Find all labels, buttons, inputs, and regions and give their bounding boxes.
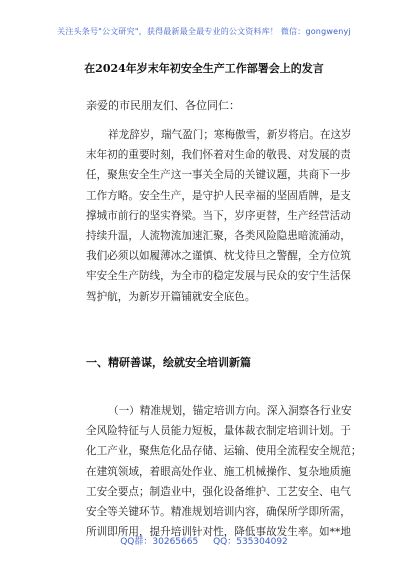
qq-group-text: QQ群：30265665 bbox=[120, 537, 199, 547]
paragraph-line: 任，聚焦安全生产这一事关全局的关键议题，共商下一步 bbox=[86, 169, 351, 182]
promo-banner: 关注头条号"公文研究"，获得最新最全最专业的公文资料库！ 微信：gongwenyj bbox=[57, 27, 351, 36]
paragraph-line: 化工产业，聚焦危化品存储、运输、使用全流程安全规范； bbox=[86, 445, 362, 458]
section-heading: 一、精研善谋，绘就安全培训新篇 bbox=[86, 356, 251, 369]
paragraph-section-1 bbox=[86, 401, 374, 542]
greeting: 亲爱的市民朋友们、各位同仁： bbox=[86, 99, 240, 112]
paragraph-line: 末年初的重要时刻，我们怀着对生命的敬畏、对发展的责 bbox=[86, 149, 351, 162]
paragraph-line: 牢安全生产防线，为全市的稳定发展与民众的安宁生活保 bbox=[86, 270, 351, 283]
paragraph-line: 持续升温，人流物流加速汇聚，各类风险隐患暗流涌动， bbox=[86, 230, 351, 243]
paragraph-line: 我们必须以如履薄冰之谨慎、枕戈待旦之警醒，全方位筑 bbox=[86, 250, 351, 263]
paragraph-line: 工安全要点；制造业中，强化设备维护、工艺安全、电气 bbox=[86, 485, 351, 498]
paragraph-line: 在建筑领域，着眼高处作业、施工机械操作、复杂地质施 bbox=[86, 465, 351, 478]
paragraph-line: 工作方略。安全生产，是守护人民幸福的坚固盾牌，是支 bbox=[86, 189, 351, 202]
paragraph-line: 安全等关键环节。精准规划培训内容，确保所学即所需， bbox=[86, 506, 351, 519]
paragraph-line: 撑城市前行的坚实脊梁。当下，岁序更替，生产经营活动 bbox=[86, 209, 351, 222]
paragraph-line: 所训即所用，提升培训针对性，降低事故发生率。如**地 bbox=[86, 526, 351, 539]
paragraph-line: （一）精准规划，锚定培训方向。深入洞察各行业安 bbox=[108, 405, 352, 417]
qq-contact-text: QQ：535304092 bbox=[213, 537, 288, 547]
document-title: 在2024年岁末年初安全生产工作部署会上的发言 bbox=[84, 62, 324, 75]
paragraph-line: 驾护航，为新岁开篇铺就安全底色。 bbox=[86, 290, 256, 303]
contact-footer bbox=[0, 534, 408, 547]
paragraph-line: 全风险特征与人员能力短板，量体裁衣制定培训计划。于 bbox=[86, 425, 351, 438]
paragraph-intro bbox=[86, 125, 374, 307]
paragraph-line: 祥龙辞岁，瑞气盈门；寒梅傲雪，新岁将启。在这岁 bbox=[108, 129, 352, 141]
